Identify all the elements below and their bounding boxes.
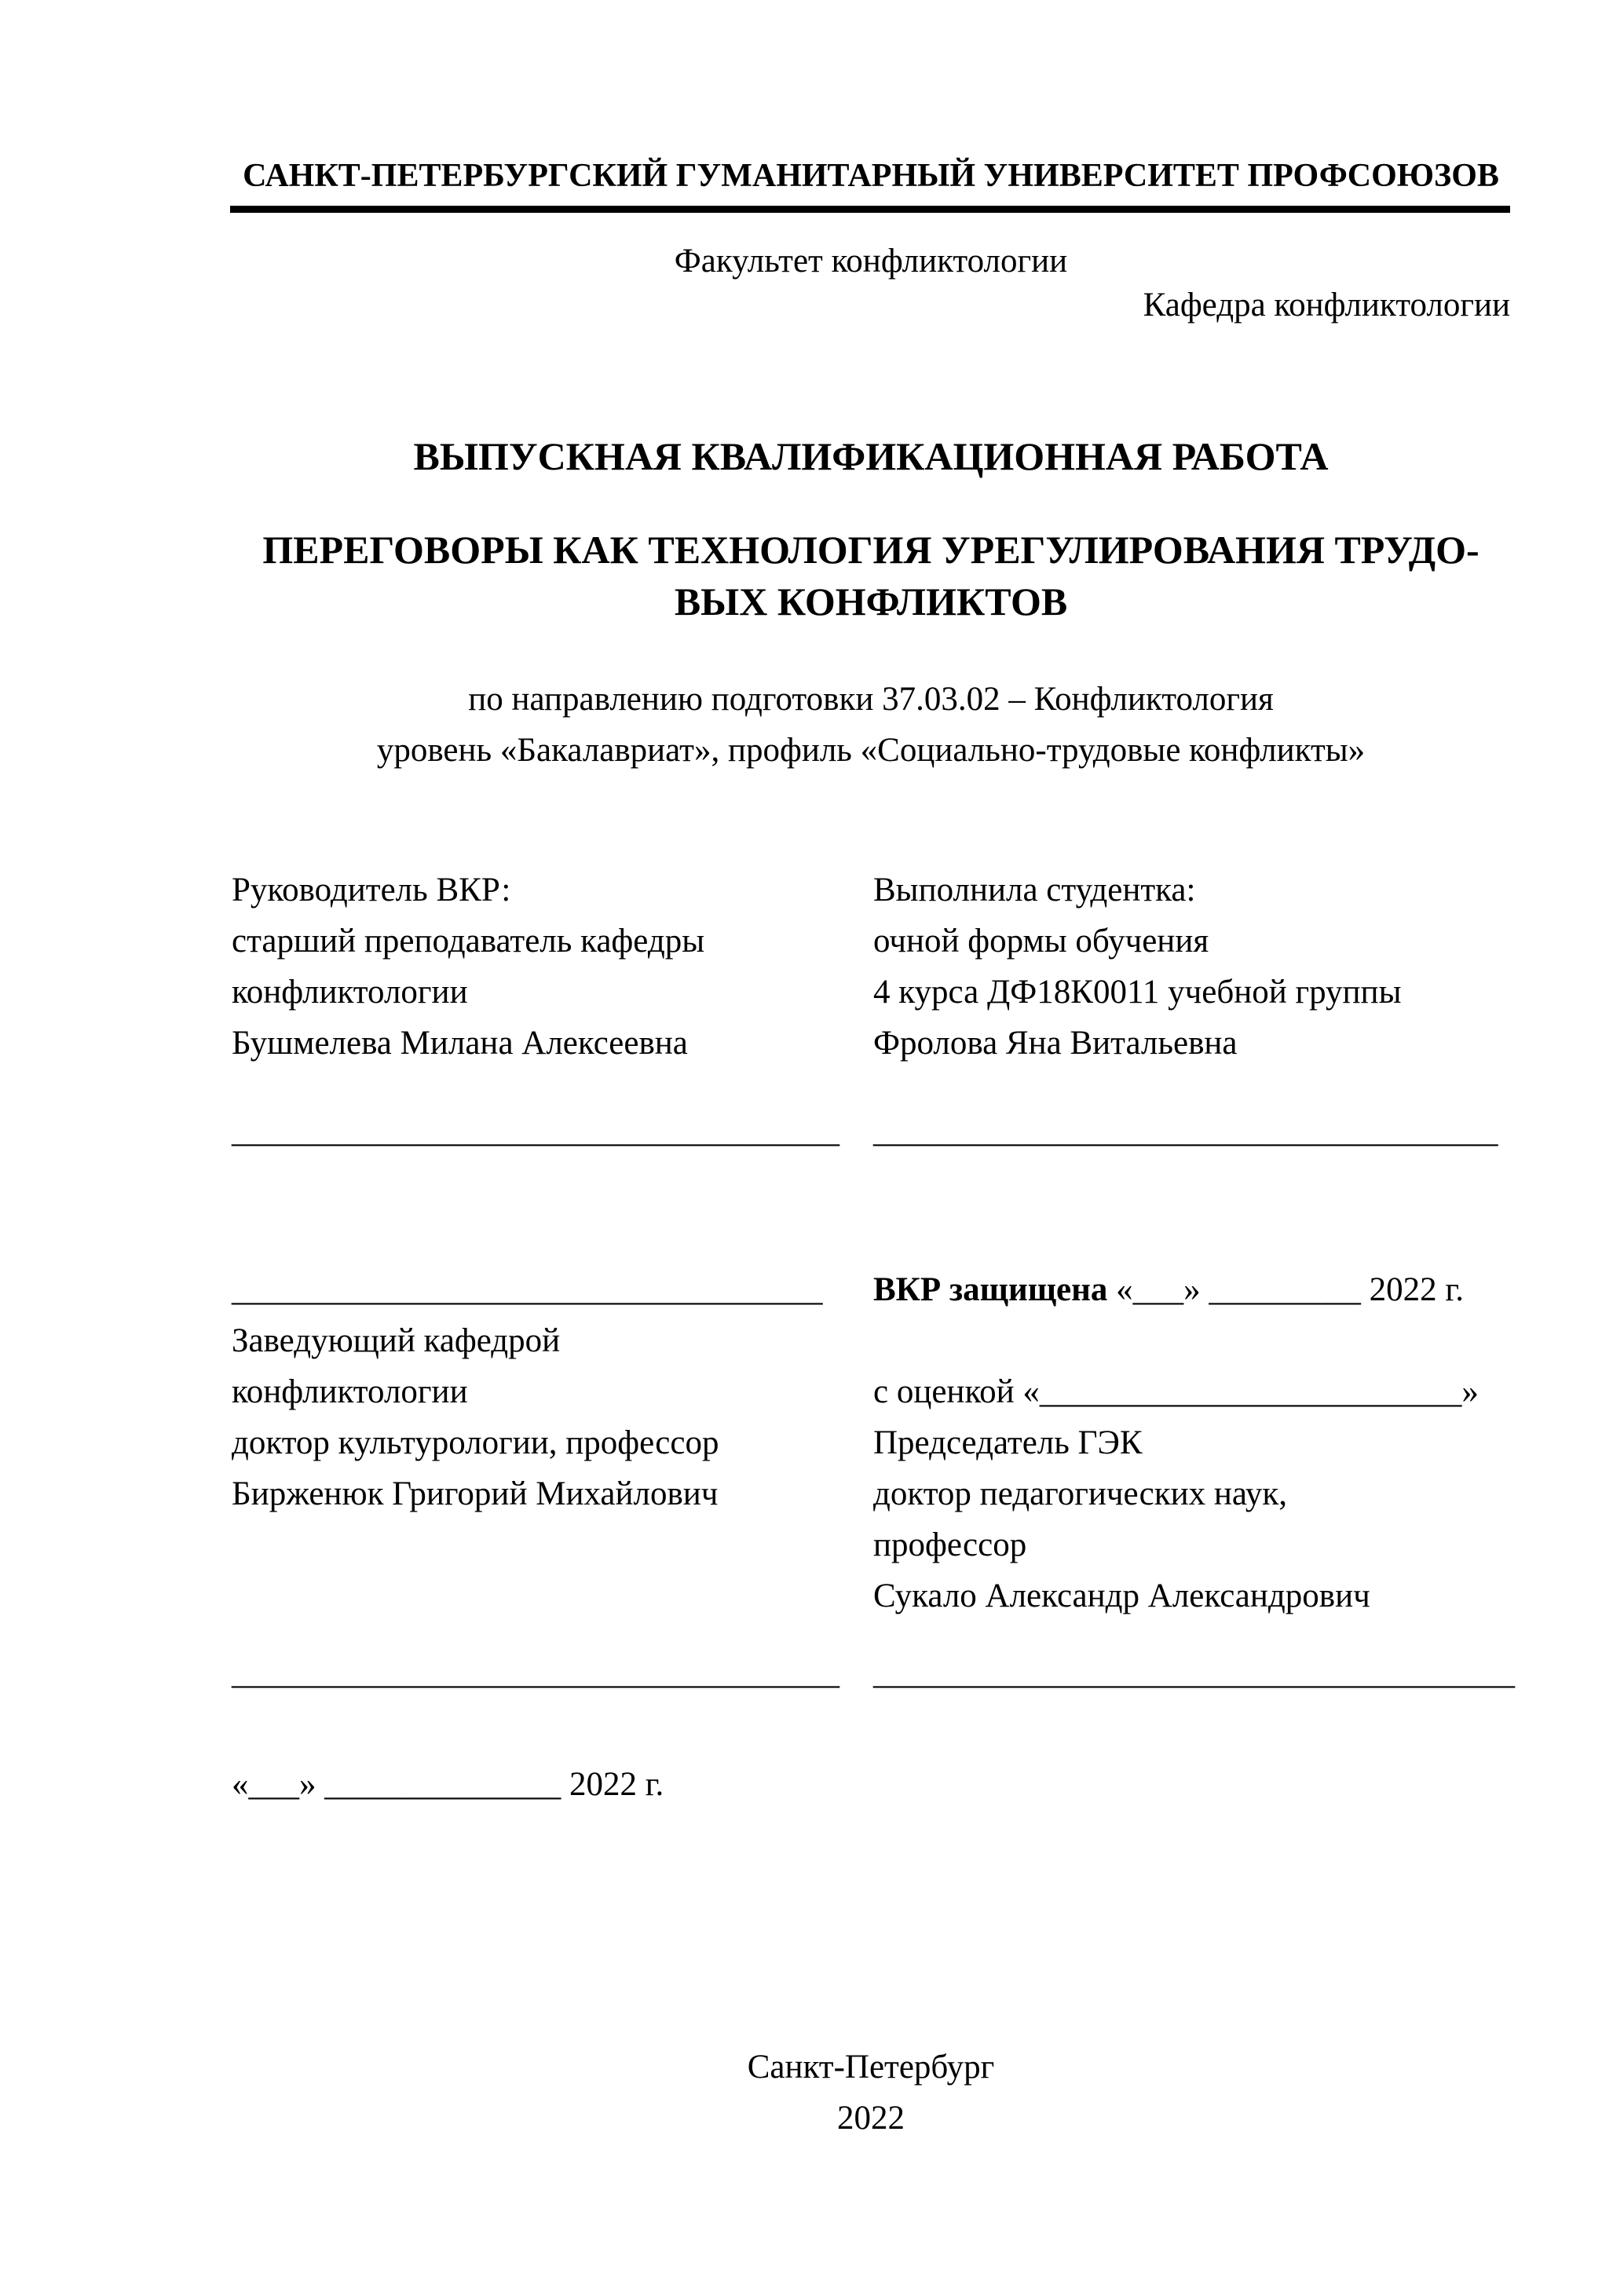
student-detail-line1: очной формы обучения <box>873 923 1209 960</box>
program-level: уровень «Бакалавриат», профиль «Социально-трудовые конфликты» <box>376 732 1366 769</box>
thesis-title <box>232 524 1510 627</box>
department-line: Кафедра конфликтологии <box>1143 287 1510 324</box>
faculty-line: Факультет конфликтологии <box>674 243 1068 280</box>
defense-date-line <box>873 1264 1513 1315</box>
department-head-date-line: «___» ______________ 2022 г. <box>232 1766 664 1803</box>
defense-label-bold: ВКР защищена <box>873 1271 1108 1308</box>
supervisor-signature-line: ____________________________________ <box>232 1113 839 1150</box>
spacer-line <box>873 1315 1513 1366</box>
defense-block <box>873 1264 1513 1621</box>
supervisor-block <box>232 865 860 1069</box>
chairman-degree-line2: профессор <box>873 1526 1027 1563</box>
student-detail-line2: 4 курса ДФ18К0011 учебной группы <box>873 974 1402 1011</box>
department-head-block <box>232 1264 860 1519</box>
thesis-title-line2: ВЫХ КОНФЛИКТОВ <box>674 579 1068 623</box>
footer-block <box>232 2042 1510 2144</box>
work-type-title: ВЫПУСКНАЯ КВАЛИФИКАЦИОННАЯ РАБОТА <box>413 434 1329 478</box>
department-head-position-line1: Заведующий кафедрой <box>232 1322 561 1359</box>
department-head-signature-line2: ____________________________________ <box>232 1654 839 1691</box>
defense-signature-line: ______________________________________ <box>873 1654 1515 1691</box>
student-label: Выполнила студентка: <box>873 872 1196 909</box>
defense-grade-line: с оценкой «_________________________» <box>873 1373 1479 1410</box>
supervisor-position-line2: конфликтологии <box>232 974 468 1011</box>
supervisor-name: Бушмелева Милана Алексеевна <box>232 1025 688 1062</box>
header-rule <box>230 206 1510 213</box>
department-head-position-line3: доктор культурологии, профессор <box>232 1424 719 1461</box>
student-signature-line: _____________________________________ <box>873 1113 1498 1150</box>
thesis-title-line1: ПЕРЕГОВОРЫ КАК ТЕХНОЛОГИЯ УРЕГУЛИРОВАНИЯ ТРУДО- <box>262 528 1480 572</box>
department-head-position-line2: конфликтологии <box>232 1373 468 1410</box>
footer-city: Санкт-Петербург <box>747 2049 995 2086</box>
defense-label-rest: «___» _________ 2022 г. <box>1107 1271 1464 1308</box>
student-name: Фролова Яна Витальевна <box>873 1025 1238 1062</box>
program-direction: по направлению подготовки 37.03.02 – Конфликтология <box>468 681 1274 718</box>
chairman-name: Сукало Александр Александрович <box>873 1578 1370 1614</box>
department-head-name: Бирженюк Григорий Михайлович <box>232 1475 719 1512</box>
chairman-title: Председатель ГЭК <box>873 1424 1143 1461</box>
department-head-signature-line: ___________________________________ <box>232 1271 823 1308</box>
program-info <box>232 674 1510 776</box>
supervisor-position-line1: старший преподаватель кафедры <box>232 923 705 960</box>
chairman-degree-line1: доктор педагогических наук, <box>873 1475 1287 1512</box>
student-block <box>873 865 1513 1069</box>
university-header: САНКТ-ПЕТЕРБУРГСКИЙ ГУМАНИТАРНЫЙ УНИВЕРСИТЕТ ПРОФСОЮЗОВ <box>243 158 1499 194</box>
supervisor-label: Руководитель ВКР: <box>232 872 511 909</box>
footer-year: 2022 <box>837 2100 905 2137</box>
